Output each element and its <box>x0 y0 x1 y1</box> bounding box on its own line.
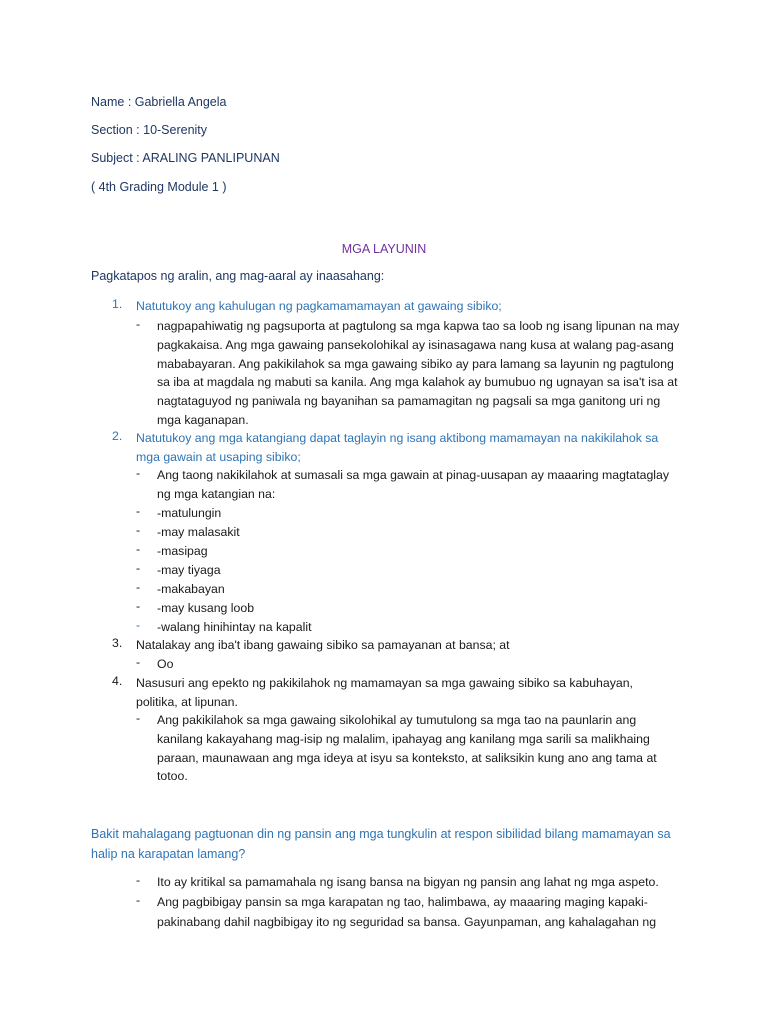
bullet-dash: - <box>136 893 141 907</box>
module-label: ( 4th Grading Module 1 ) <box>91 180 227 194</box>
bullet-dash: - <box>136 618 141 632</box>
bullet-dash: - <box>136 873 141 887</box>
bullet-dash: - <box>136 561 141 575</box>
bullet-dash: - <box>136 580 141 594</box>
subject: Subject : ARALING PANLIPUNAN <box>91 151 280 165</box>
student-section: Section : 10-Serenity <box>91 123 208 137</box>
objective-text: Natutukoy ang mga katangiang dapat taglayin ng isang aktibong mamamayan na nakikilahok sa mga gawain at usaping sibiko; <box>136 431 659 464</box>
objective-number: 1. <box>112 297 123 311</box>
objective-text: Natutukoy ang kahulugan ng pagkamamamayan at gawaing sibiko; <box>136 299 502 313</box>
objective-text: Natalakay ang iba't ibang gawaing sibiko sa pamayanan at bansa; at <box>136 638 510 652</box>
trait-item: -matulungin <box>157 506 222 520</box>
objective-number: 3. <box>112 636 123 650</box>
bullet-dash: - <box>136 655 141 669</box>
bullet-dash: - <box>136 466 141 480</box>
bullet-dash: - <box>136 711 141 725</box>
bullet-dash: - <box>136 504 141 518</box>
objective-text: Nasusuri ang epekto ng pakikilahok ng mamamayan sa mga gawaing sibiko sa kabuhayan, politika, at lipunan. <box>136 676 633 709</box>
trait-item: -walang hinihintay na kapalit <box>157 620 312 634</box>
objective-number: 4. <box>112 674 123 688</box>
intro-text: Pagkatapos ng aralin, ang mag-aaral ay inaasahang: <box>91 269 385 283</box>
trait-item: -makabayan <box>157 582 225 596</box>
bullet-dash: - <box>136 317 141 331</box>
trait-item: -may kusang loob <box>157 601 255 615</box>
essay-question: Bakit mahalagang pagtuonan din ng pansin ang mga tungkulin at respon sibilidad bilang mamamayan sa halip na karapatan lamang? <box>91 827 671 861</box>
bullet-dash: - <box>136 523 141 537</box>
bullet-dash: - <box>136 542 141 556</box>
answer-item: Ito ay kritikal sa pamamahala ng isang bansa na bigyan ng pansin ang lahat ng mga aspeto. <box>157 875 659 889</box>
answer-item: Ang pagbibigay pansin sa mga karapatan ng tao, halimbawa, ay maaaring maging kapaki-pakinabang dahil nagbibigay ito ng seguridad sa bansa. Gayunpaman, ang kahalagahan ng <box>157 895 657 929</box>
document-title: MGA LAYUNIN <box>341 242 427 256</box>
objective-answer: Ang pakikilahok sa mga gawaing sikolohikal ay tumutulong sa mga tao na paunlarin ang kanilang kakayahang mag-isip ng malalim, ipahayag ang kanilang mga sarili sa malikhaing paraan, maunawaan ang mga ideya at isyu sa konteksto, at saliksikin kung ano ang tama at totoo. <box>157 713 657 784</box>
trait-item: -may tiyaga <box>157 563 221 577</box>
objective-answer: Oo <box>157 657 174 671</box>
bullet-dash: - <box>136 599 141 613</box>
objective-answer: nagpapahiwatig ng pagsuporta at pagtulong sa mga kapwa tao sa loob ng isang lipunan na may pagkakaisa. Ang mga gawaing pansekolohikal ay isinasagawa nang kusa at walang pag-asang mababayaran. Ang pakikilahok sa mga gawaing sibiko ay para lamang sa layunin ng pagtulong sa iba at magdala ng mabuti sa kanila. Ang mga kalahok ay bumubuo ng ugnayan sa isa't isa at nagtataguyod ng paniwala ng bayanihan sa pamamagitan ng pagsali sa mga ganitong uri ng mga kaganapan. <box>157 319 680 427</box>
trait-item: -may malasakit <box>157 525 240 539</box>
objective-answer: Ang taong nakikilahok at sumasali sa mga gawain at pinag-uusapan ay maaaring magtataglay ng mga katangian na: <box>157 468 670 501</box>
student-name: Name : Gabriella Angela <box>91 95 227 109</box>
trait-item: -masipag <box>157 544 208 558</box>
objective-number: 2. <box>112 429 123 443</box>
